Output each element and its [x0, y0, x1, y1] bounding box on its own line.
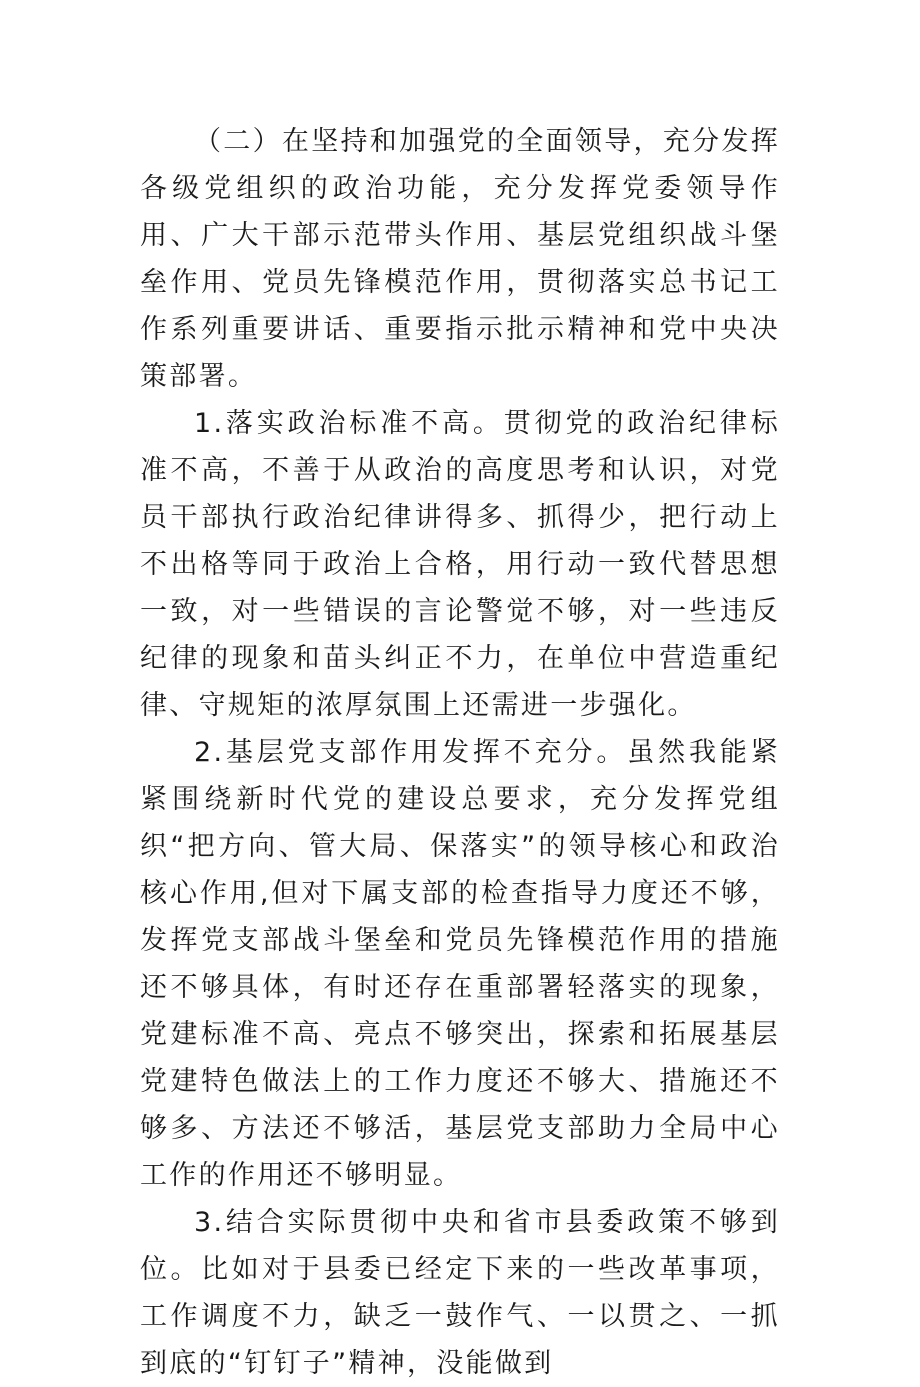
paragraph-section-two: （二）在坚持和加强党的全面领导，充分发挥各级党组织的政治功能，充分发挥党委领导作用、广大干部示范带头作用、基层党组织战斗堡垒作用、党员先锋模范作用，贯彻落实总书记工作系列重要讲话、重要指示批示精神和党中央决策部署。: [140, 126, 780, 392]
paragraph-item-3: 3.结合实际贯彻中央和省市县委政策不够到位。比如对于县委已经定下来的一些改革事项，工作调度不力，缺乏一鼓作气、一以贯之、一抓到底的“钉钉子”精神，没能做到: [140, 1207, 780, 1379]
paragraph-item-1: 1.落实政治标准不高。贯彻党的政治纪律标准不高，不善于从政治的高度思考和认识，对党员干部执行政治纪律讲得多、抓得少，把行动上不出格等同于政治上合格，用行动一致代替思想一致，对一些错误的言论警觉不够，对一些违反纪律的现象和苗头纠正不力，在单位中营造重纪律、守规矩的浓厚氛围上还需进一步强化。: [140, 408, 780, 721]
paragraph-item-2: 2.基层党支部作用发挥不充分。虽然我能紧紧围绕新时代党的建设总要求，充分发挥党组织“把方向、管大局、保落实”的领导核心和政治核心作用,但对下属支部的检查指导力度还不够，发挥党支部战斗堡垒和党员先锋模范作用的措施还不够具体，有时还存在重部署轻落实的现象，党建标准不高、亮点不够突出，探索和拓展基层党建特色做法上的工作力度还不够大、措施还不够多、方法还不够活，基层党支部助力全局中心工作的作用还不够明显。: [140, 737, 780, 1191]
